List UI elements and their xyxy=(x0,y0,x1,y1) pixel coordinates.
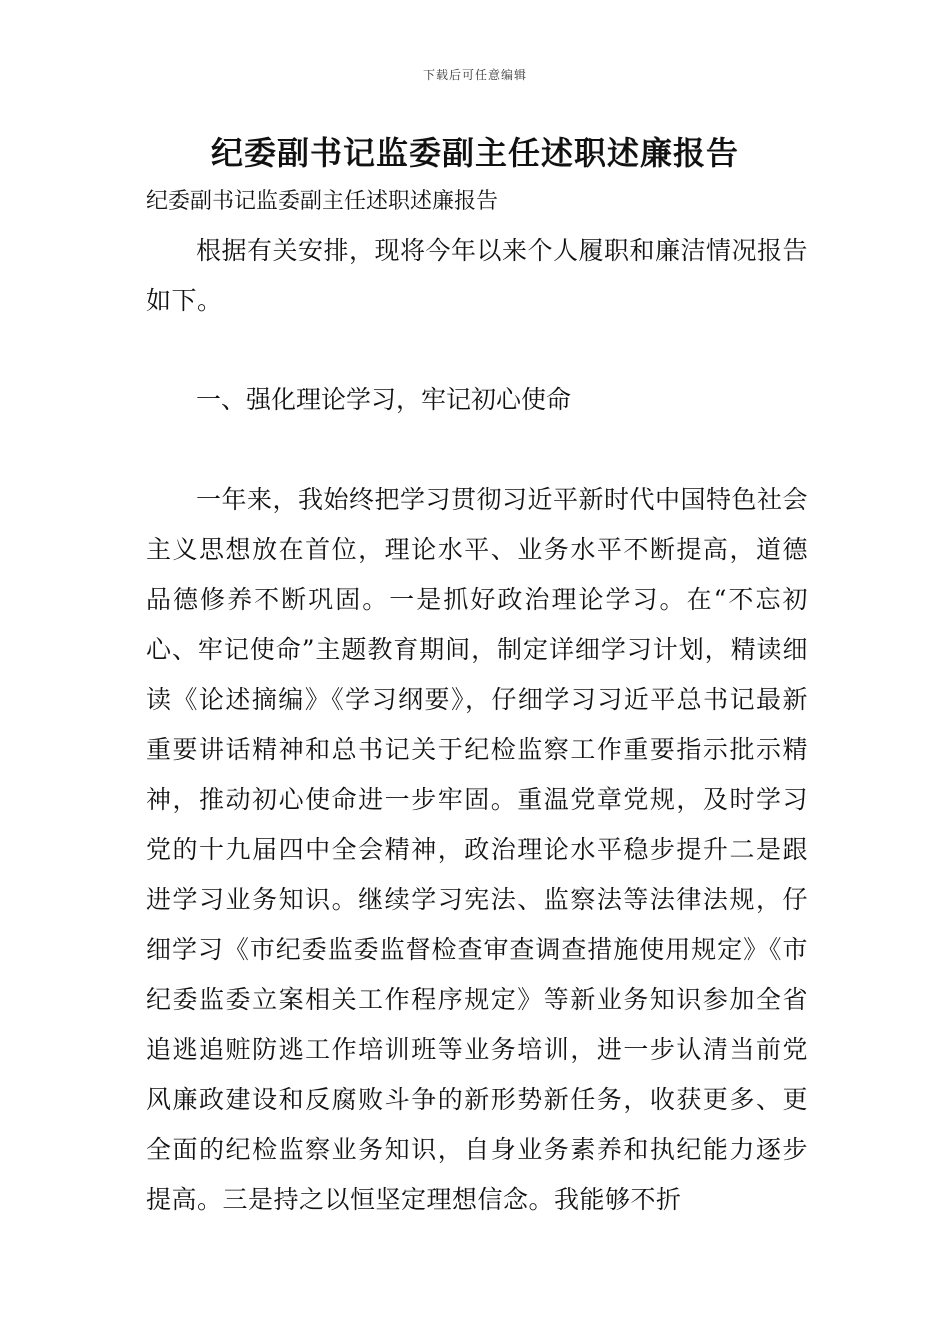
header-note: 下载后可任意编辑 xyxy=(422,68,527,82)
body-paragraph: 一年来，我始终把学习贯彻习近平新时代中国特色社会主义思想放在首位，理论水平、业务水平不断提高，道德品德修养不断巩固。一是抓好政治理论学习。在“不忘初心、牢记使命”主题教育期间，制定详细学习计划，精读细读《论述摘编》《学习纲要》，仔细学习习近平总书记最新重要讲话精神和总书记关于纪检监察工作重要指示批示精神，推动初心使命进一步牢固。重温党章党规，及时学习党的十九届四中全会精神，政治理论水平稳步提升二是跟进学习业务知识。继续学习宪法、监察法等法律法规，仔细学习《市纪委监委监督检查审查调查措施使用规定》《市纪委监委立案相关工作程序规定》等新业务知识参加全省追逃追赃防逃工作培训班等业务培训，进一步认清当前党风廉政建设和反腐败斗争的新形势新任务，收获更多、更全面的纪检监察业务知识，自身业务素养和执纪能力逐步提高。三是持之以恒坚定理想信念。我能够不折 xyxy=(146,485,808,1214)
section-heading: 一、强化理论学习，牢记初心使命 xyxy=(196,385,572,414)
document-title: 纪委副书记监委副主任述职述廉报告 xyxy=(210,134,739,172)
intro-paragraph: 根据有关安排，现将今年以来个人履职和廉洁情况报告如下。 xyxy=(146,236,809,315)
document-subtitle: 纪委副书记监委副主任述职述廉报告 xyxy=(146,189,499,214)
